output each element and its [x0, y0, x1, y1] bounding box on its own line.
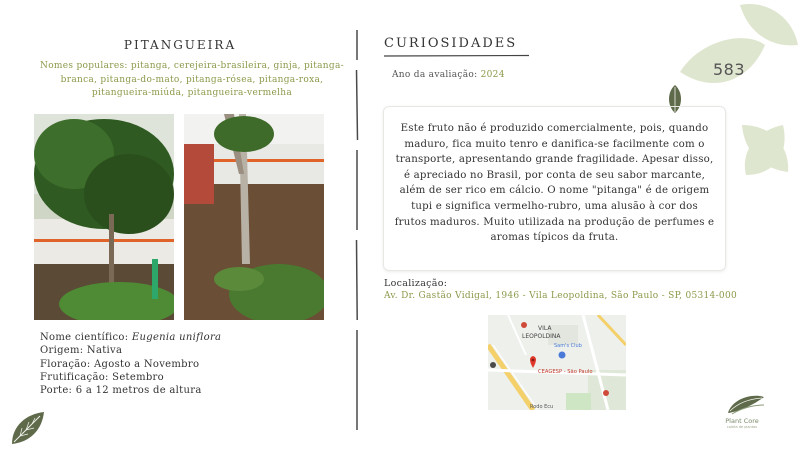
column-divider: [354, 30, 360, 430]
record-number: 583: [713, 60, 746, 79]
brand-tagline: coleta de plantas: [726, 425, 758, 429]
map-poi-sams: Sam's Club: [554, 343, 582, 349]
map-district-line1: VILA: [538, 325, 552, 332]
curiosities-card: Este fruto não é produzido comercialmente, pois, quando maduro, fica muito tenro e danifica-se facilmente com o transporte, apresentando grande fragilidade. Apesar disso, é apreciado no Brasil, por conta de seu sabor marcante, além de ser rico em cálcio. O nome "pitanga" é de origem tupi e significa vermelho-rubro, uma alusão à cor dos frutos maduros. Muito utilizada na produção de perfumes e aromas típicos da fruta.: [383, 106, 726, 271]
species-info: [40, 331, 221, 397]
tree-photo-1: [34, 114, 174, 320]
map-poi-ceagesp: CEAGESP - São Paulo: [538, 369, 593, 375]
brand-logo-icon: [726, 393, 766, 415]
location-label: Localização:: [384, 278, 448, 289]
leaf-icon: [8, 408, 48, 448]
species-title: PITANGUEIRA: [123, 38, 237, 52]
plant-size: Porte: 6 a 12 metros de altura: [40, 385, 202, 397]
map-district-line2: LEOPOLDINA: [522, 333, 561, 340]
tree-photo-2: [184, 114, 324, 320]
fruiting: Frutificação: Setembro: [40, 371, 164, 383]
decorative-leaves: [670, 0, 800, 175]
flowering: Floração: Agosto a Novembro: [40, 358, 200, 370]
year-label: Ano da avaliação:: [392, 70, 481, 80]
brand-name: Plant Core: [725, 417, 759, 425]
popular-names: Nomes populares: pitanga, cerejeira-brasileira, ginja, pitanga-branca, pitanga-do-mato, pitanga-rósea, pitanga-roxa, pitangueira-miúda, pitangueira-vermelha: [40, 61, 344, 98]
year-value: 2024: [480, 70, 505, 80]
origin: Origem: Nativa: [40, 345, 123, 357]
map-poi-bottom: Rodo Ecu: [530, 404, 554, 410]
evaluation-year: [392, 70, 505, 80]
curiosities-title: CURIOSIDADES: [384, 36, 518, 51]
location-address[interactable]: Av. Dr. Gastão Vidigal, 1946 - Vila Leopoldina, São Paulo - SP, 05314-000: [384, 291, 737, 301]
scientific-name: Eugenia uniflora: [131, 332, 222, 343]
scientific-label: Nome científico:: [40, 332, 132, 343]
title-underline: [384, 54, 529, 58]
location-map[interactable]: [488, 315, 626, 410]
